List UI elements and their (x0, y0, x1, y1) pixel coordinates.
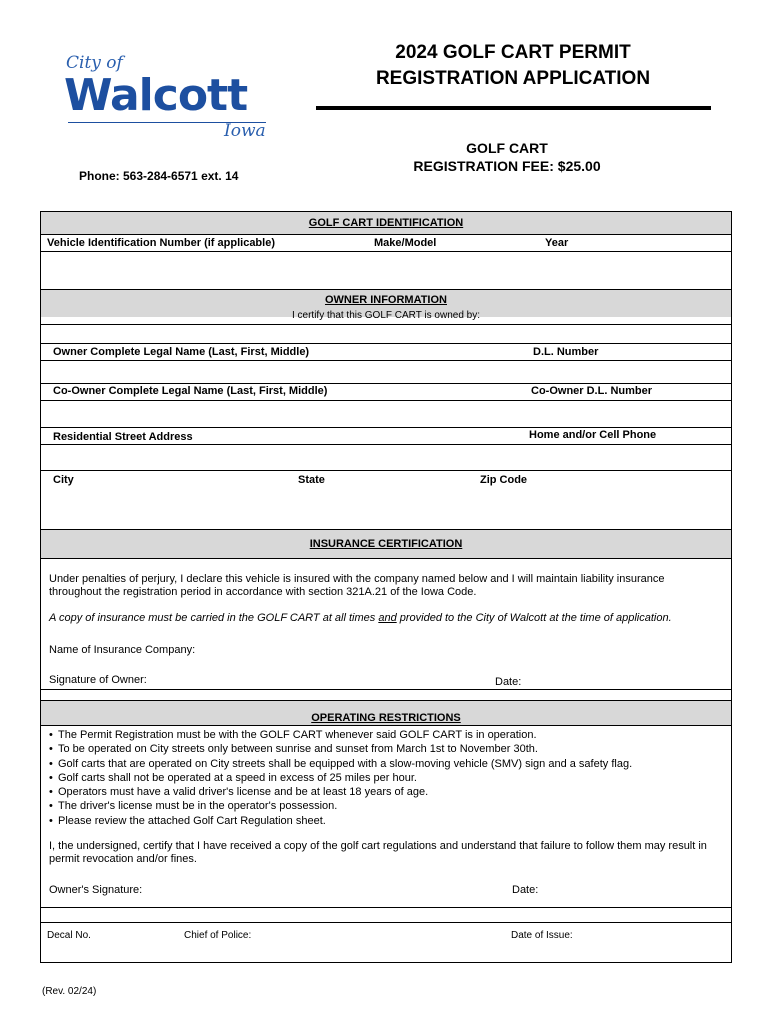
zip-code-label: Zip Code (480, 474, 528, 486)
revision-note: (Rev. 02/24) (42, 986, 97, 997)
owner-heading: OWNER INFORMATION (324, 294, 447, 306)
title-line-1: 2024 GOLF CART PERMIT (395, 42, 631, 63)
owner-name-label: Owner Complete Legal Name (Last, First, Middle) (53, 346, 310, 358)
fee-line-1: GOLF CART (466, 140, 548, 156)
insurance-signature-label: Signature of Owner: (49, 674, 147, 686)
restriction-item: • The driver's license must be in the operator's possession. (49, 799, 632, 813)
copy-note-part-2: provided to the City of Walcott at the time of application. (396, 612, 672, 624)
copy-note-part-1: A copy of insurance must be carried in the GOLF CART at all times (49, 612, 379, 624)
restriction-item: • The Permit Registration must be with the GOLF CART whenever said GOLF CART is in operation. (49, 728, 632, 742)
insurance-company-label: Name of Insurance Company: (49, 644, 196, 656)
logo-iowa: Iowa (224, 121, 266, 141)
page-title (316, 40, 710, 92)
address-label: Residential Street Address (53, 431, 193, 443)
logo-city-of: City of (66, 53, 123, 73)
regulations-certify: I, the undersigned, certify that I have received a copy of the golf cart regulations and understand that failure to follow them may result in permit revocation and/or fines. (49, 840, 707, 865)
phone-number: Phone: 563-284-6571 ext. 14 (79, 169, 239, 183)
coowner-name-label: Co-Owner Complete Legal Name (Last, First, Middle) (53, 385, 328, 397)
owner-certify: I certify that this GOLF CART is owned by: (291, 310, 481, 321)
city-label: City (53, 474, 74, 486)
state-label: State (298, 474, 325, 486)
insurance-declaration: Under penalties of perjury, I declare this vehicle is insured with the company named below and I will maintain liability insurance throughout the registration period in accordance with section 321A.21 of the Iowa Code. (49, 573, 665, 598)
phone-label: Home and/or Cell Phone (529, 429, 657, 441)
restriction-item: • Operators must have a valid driver's license and be at least 18 years of age. (49, 785, 632, 799)
restriction-item: • To be operated on City streets only between sunrise and sunset from March 1st to November 30th. (49, 742, 632, 756)
application-form (40, 211, 732, 963)
year-label: Year (545, 237, 569, 249)
vin-label: Vehicle Identification Number (if applicable) (47, 237, 275, 249)
insurance-date-label: Date: (495, 676, 522, 688)
restriction-item: • Please review the attached Golf Cart Regulation sheet. (49, 814, 632, 828)
copy-note-and: and (378, 612, 397, 624)
title-line-2: REGISTRATION APPLICATION (375, 68, 651, 89)
decal-number-label: Decal No. (47, 930, 91, 941)
coowner-dl-label: Co-Owner D.L. Number (531, 385, 653, 397)
restriction-item: • Golf carts that are operated on City streets shall be equipped with a slow-moving vehicle (SMV) sign and a safety flag. (49, 757, 632, 771)
registration-fee (380, 139, 634, 175)
date-of-issue-label: Date of Issue: (511, 930, 573, 941)
dl-number-label: D.L. Number (533, 346, 599, 358)
logo-walcott: Walcott (64, 70, 248, 121)
chief-of-police-label: Chief of Police: (184, 930, 252, 941)
owner-date-label: Date: (512, 884, 539, 896)
insurance-heading: INSURANCE CERTIFICATION (309, 538, 463, 550)
title-rule (316, 106, 711, 110)
restriction-item: • Golf carts shall not be operated at a speed in excess of 25 miles per hour. (49, 771, 632, 785)
restrictions-list (49, 728, 632, 828)
owner-signature-label: Owner's Signature: (49, 884, 143, 896)
insurance-copy-note (49, 612, 672, 625)
restrictions-heading: OPERATING RESTRICTIONS (311, 712, 461, 724)
make-model-label: Make/Model (374, 237, 437, 249)
fee-line-2: REGISTRATION FEE: $25.00 (413, 158, 601, 174)
identification-heading: GOLF CART IDENTIFICATION (308, 217, 464, 229)
